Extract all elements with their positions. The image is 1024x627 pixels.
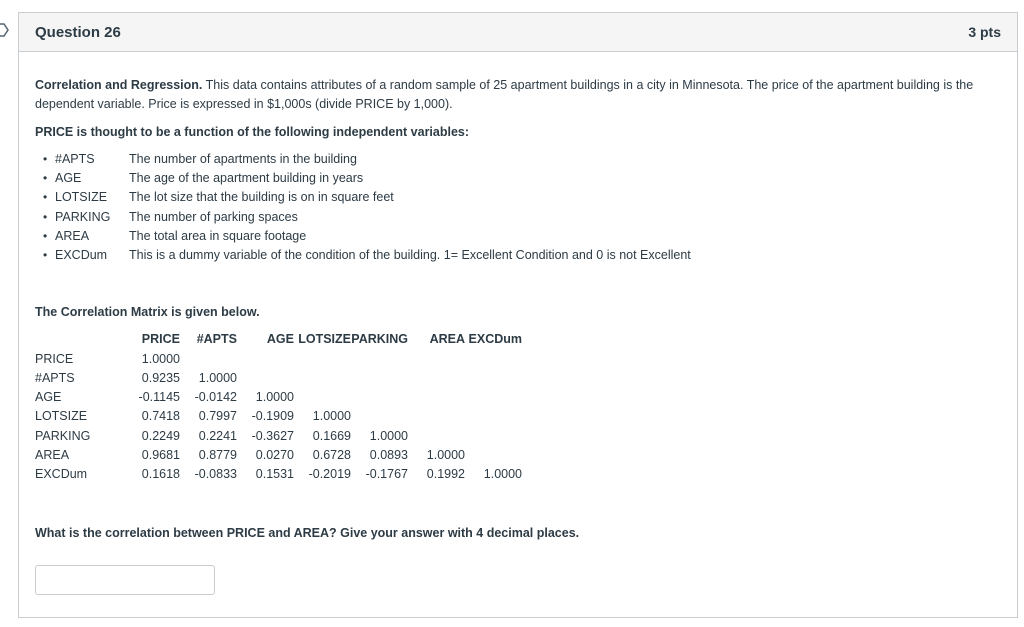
variable-item	[43, 188, 1001, 207]
matrix-cell: 0.2241	[198, 428, 237, 443]
variable-description: The number of apartments in the building	[129, 152, 357, 167]
matrix-row	[35, 427, 522, 446]
previous-arrow-icon[interactable]	[0, 22, 10, 38]
variable-name: PARKING	[55, 209, 111, 224]
matrix-cell	[465, 369, 522, 388]
matrix-row	[35, 349, 522, 368]
matrix-cell: 0.9681	[141, 448, 180, 463]
bullet-icon: •	[43, 152, 48, 167]
matrix-row-label: EXCDum	[35, 467, 88, 482]
matrix-cell: 0.1669	[312, 428, 351, 443]
matrix-column-header: PRICE	[141, 332, 180, 347]
variable-item	[43, 169, 1001, 188]
matrix-cell	[408, 427, 465, 446]
function-statement: PRICE is thought to be a function of the following independent variables:	[35, 125, 470, 139]
variable-name: AGE	[55, 171, 82, 186]
matrix-cell: -0.1909	[251, 409, 294, 424]
matrix-column-header: LOTSIZE	[298, 332, 351, 347]
matrix-row	[35, 446, 522, 465]
matrix-row-label: PARKING	[35, 428, 91, 443]
matrix-cell: 0.9235	[141, 370, 180, 385]
matrix-cell: -0.3627	[251, 428, 294, 443]
matrix-cell: 0.1992	[426, 467, 465, 482]
matrix-cell: 1.0000	[483, 467, 522, 482]
matrix-cell: 1.0000	[255, 390, 294, 405]
matrix-cell: 0.1618	[141, 467, 180, 482]
variable-name: AREA	[55, 228, 90, 243]
matrix-cell: 1.0000	[312, 409, 351, 424]
matrix-cell: 0.7418	[141, 409, 180, 424]
matrix-cell	[294, 349, 351, 368]
matrix-row-label: PRICE	[35, 351, 74, 366]
matrix-cell: 0.0893	[369, 448, 408, 463]
variable-item	[43, 227, 1001, 246]
question-title: Question 26	[35, 23, 121, 41]
question-body	[19, 52, 1017, 543]
matrix-cell: 1.0000	[198, 370, 237, 385]
bullet-icon: •	[43, 209, 48, 224]
matrix-cell: -0.0833	[194, 467, 237, 482]
matrix-cell: 0.1531	[255, 467, 294, 482]
matrix-cell: -0.1145	[138, 390, 180, 405]
matrix-cell: 1.0000	[426, 448, 465, 463]
variable-item	[43, 246, 1001, 265]
matrix-cell	[237, 369, 294, 388]
matrix-cell	[408, 369, 465, 388]
correlation-matrix	[35, 330, 522, 484]
bullet-icon: •	[43, 248, 48, 263]
matrix-row	[35, 388, 522, 407]
matrix-column-header: #APTS	[196, 332, 237, 347]
intro-text: This data contains attributes of a random sample of 25 apartment buildings in a city in Minnesota. The price of the apartment building is the dependent variable. Price is expressed in $1,000s (divide PRICE by 1,000).	[35, 78, 974, 111]
question-prompt: What is the correlation between PRICE and AREA? Give your answer with 4 decimal places.	[35, 525, 580, 540]
question-header	[19, 13, 1017, 52]
variable-description: The number of parking spaces	[129, 209, 298, 224]
matrix-row-label: AGE	[35, 390, 62, 405]
matrix-cell: -0.1767	[365, 467, 408, 482]
matrix-cell	[465, 388, 522, 407]
matrix-cell	[351, 407, 408, 426]
matrix-cell	[237, 349, 294, 368]
matrix-corner	[35, 330, 107, 349]
intro-lead: Correlation and Regression.	[35, 78, 203, 92]
variable-item	[43, 208, 1001, 227]
matrix-cell: 0.2249	[141, 428, 180, 443]
matrix-cell	[465, 427, 522, 446]
matrix-row-label: #APTS	[35, 370, 75, 385]
matrix-cell	[465, 407, 522, 426]
bullet-icon: •	[43, 190, 48, 205]
matrix-cell: 0.8779	[198, 448, 237, 463]
variable-description: The lot size that the building is on in square feet	[129, 190, 394, 205]
matrix-cell	[294, 388, 351, 407]
matrix-cell	[351, 369, 408, 388]
matrix-cell	[465, 349, 522, 368]
variable-description: This is a dummy variable of the condition of the building. 1= Excellent Condition and 0 is not Excellent	[129, 248, 691, 263]
matrix-cell	[465, 446, 522, 465]
matrix-cell: 0.6728	[312, 448, 351, 463]
matrix-row-label: AREA	[35, 448, 70, 463]
bullet-icon: •	[43, 228, 48, 243]
matrix-cell	[408, 388, 465, 407]
matrix-cell	[351, 388, 408, 407]
matrix-cell: 0.0270	[255, 448, 294, 463]
matrix-cell: -0.0142	[194, 390, 237, 405]
matrix-cell	[351, 349, 408, 368]
matrix-column-header: PARKING	[351, 332, 408, 347]
intro-paragraph	[35, 76, 1001, 114]
matrix-cell	[294, 369, 351, 388]
matrix-cell: 0.7997	[198, 409, 237, 424]
question-card	[18, 12, 1018, 618]
matrix-cell	[408, 407, 465, 426]
matrix-row	[35, 465, 522, 484]
matrix-title: The Correlation Matrix is given below.	[35, 305, 260, 320]
matrix-row-label: LOTSIZE	[35, 409, 88, 424]
matrix-cell	[408, 349, 465, 368]
variable-description: The total area in square footage	[129, 228, 307, 243]
variable-name: #APTS	[55, 152, 95, 167]
matrix-cell: -0.2019	[308, 467, 351, 482]
matrix-row	[35, 407, 522, 426]
variable-name: EXCDum	[55, 248, 108, 263]
matrix-row	[35, 369, 522, 388]
matrix-cell	[180, 349, 237, 368]
matrix-column-header: AGE	[266, 332, 294, 347]
matrix-cell: 1.0000	[369, 428, 408, 443]
variable-list	[35, 150, 1001, 265]
matrix-column-header: EXCDum	[468, 332, 522, 347]
matrix-header-row	[35, 330, 522, 349]
variable-description: The age of the apartment building in years	[129, 171, 364, 186]
bullet-icon: •	[43, 171, 48, 186]
question-points: 3 pts	[968, 24, 1001, 40]
matrix-column-header: AREA	[429, 332, 465, 347]
variable-name: LOTSIZE	[55, 190, 108, 205]
matrix-cell: 1.0000	[141, 351, 180, 366]
answer-input[interactable]	[35, 565, 215, 595]
variable-item	[43, 150, 1001, 169]
